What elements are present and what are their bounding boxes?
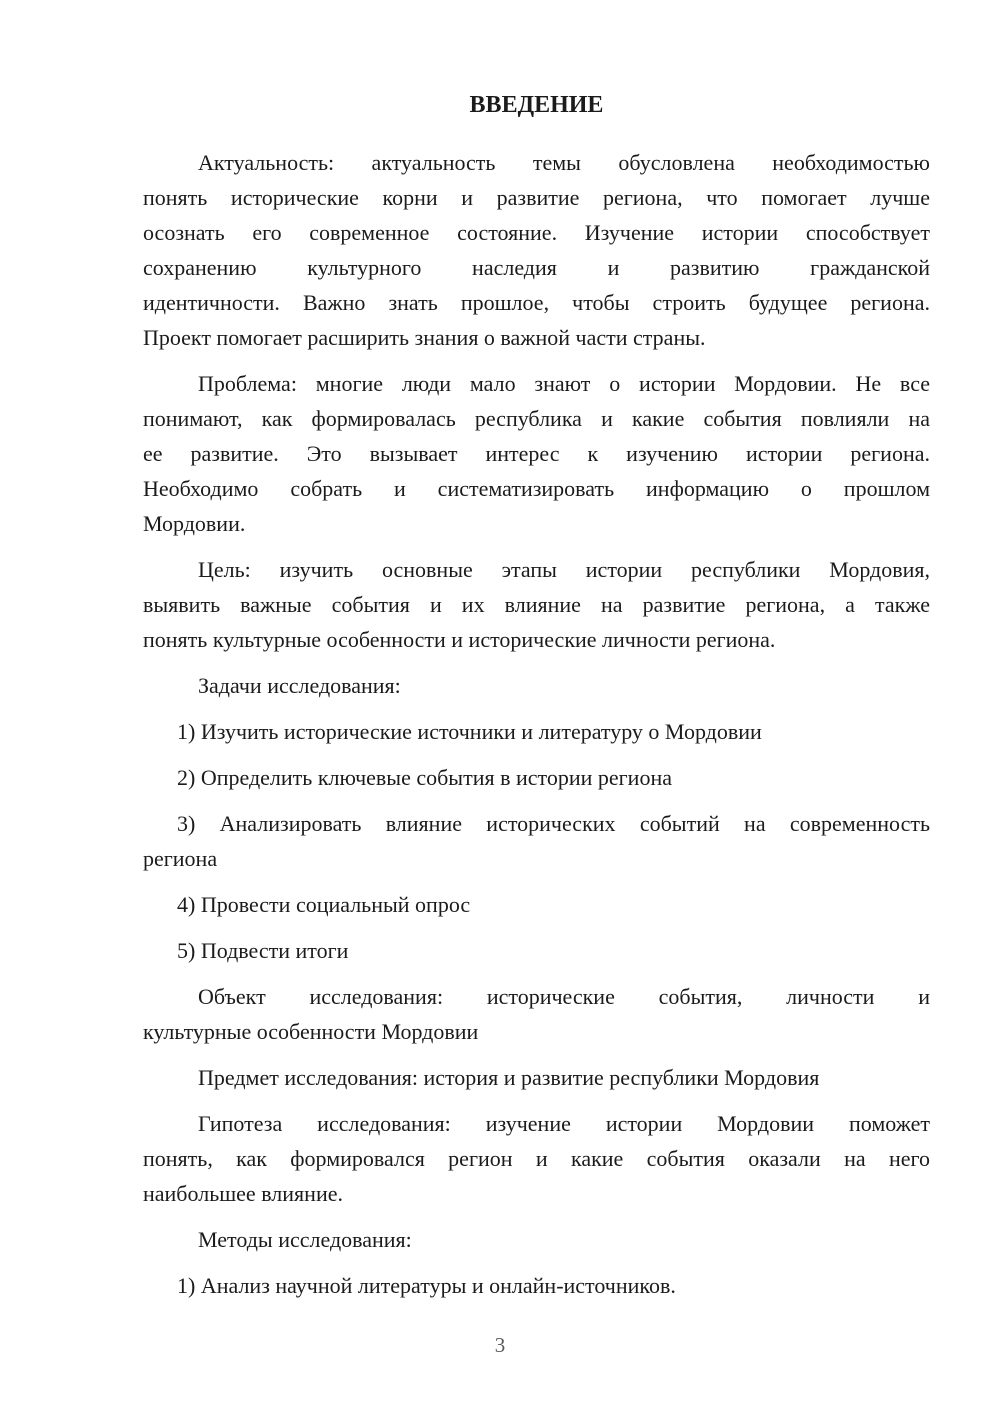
paragraph [143,979,930,1049]
text-line: 4) Провести социальный опрос [177,892,471,917]
text-line: культурные особенности Мордовии [143,1019,479,1044]
text-line: Цель: изучить основные этапы истории республики Мордовия, [198,557,930,582]
text-line: Объект исследования: исторические события, личности и [198,984,930,1009]
text-line: идентичности. Важно знать прошлое, чтобы строить будущее региона. [143,290,930,315]
paragraph [143,760,930,795]
text-line: региона [143,846,218,871]
text-line: сохранению культурного наследия и развитию гражданской [143,255,930,280]
text-line: понимают, как формировалась республика и какие события повлияли на [143,406,930,431]
text-line: 3) Анализировать влияние исторических событий на современность [177,811,930,836]
text-line: 5) Подвести итоги [177,938,349,963]
paragraph [143,806,930,876]
text-line: выявить важные события и их влияние на развитие региона, а также [143,592,930,617]
page-title: ВВЕДЕНИЕ [469,92,604,118]
text-line: 1) Анализ научной литературы и онлайн-источников. [177,1273,676,1298]
text-line: ее развитие. Это вызывает интерес к изучению истории региона. [143,441,930,466]
text-line: Необходимо собрать и систематизировать информацию о прошлом [143,476,930,501]
text-line: понять культурные особенности и исторические личности региона. [143,627,776,652]
paragraph [143,1060,930,1095]
text-line: 2) Определить ключевые события в истории региона [177,765,672,790]
text-line: Мордовии. [143,511,246,536]
page-number: 3 [494,1333,506,1357]
paragraph [143,145,930,355]
paragraph [143,552,930,657]
text-line: Проект помогает расширить знания о важной части страны. [143,325,706,350]
paragraph [143,366,930,541]
paragraph [143,1106,930,1211]
paragraph [143,1268,930,1303]
paragraph [143,887,930,922]
text-line: 1) Изучить исторические источники и литературу о Мордовии [177,719,762,744]
text-line: понять исторические корни и развитие региона, что помогает лучше [143,185,930,210]
text-line: Предмет исследования: история и развитие республики Мордовия [198,1065,820,1090]
text-line: Актуальность: актуальность темы обусловлена необходимостью [198,150,930,175]
paragraph [143,714,930,749]
paragraph [143,1222,930,1257]
paragraph [143,668,930,703]
text-line: наибольшее влияние. [143,1181,343,1206]
text-line: Задачи исследования: [198,673,401,698]
paragraph [143,933,930,968]
text-line: Гипотеза исследования: изучение истории Мордовии поможет [198,1111,930,1136]
document-body [143,145,930,1303]
text-line: осознать его современное состояние. Изучение истории способствует [143,220,930,245]
document-content [143,88,930,1303]
text-line: Проблема: многие люди мало знают о истории Мордовии. Не все [198,371,930,396]
text-line: Методы исследования: [198,1227,412,1252]
text-line: понять, как формировался регион и какие события оказали на него [143,1146,930,1171]
